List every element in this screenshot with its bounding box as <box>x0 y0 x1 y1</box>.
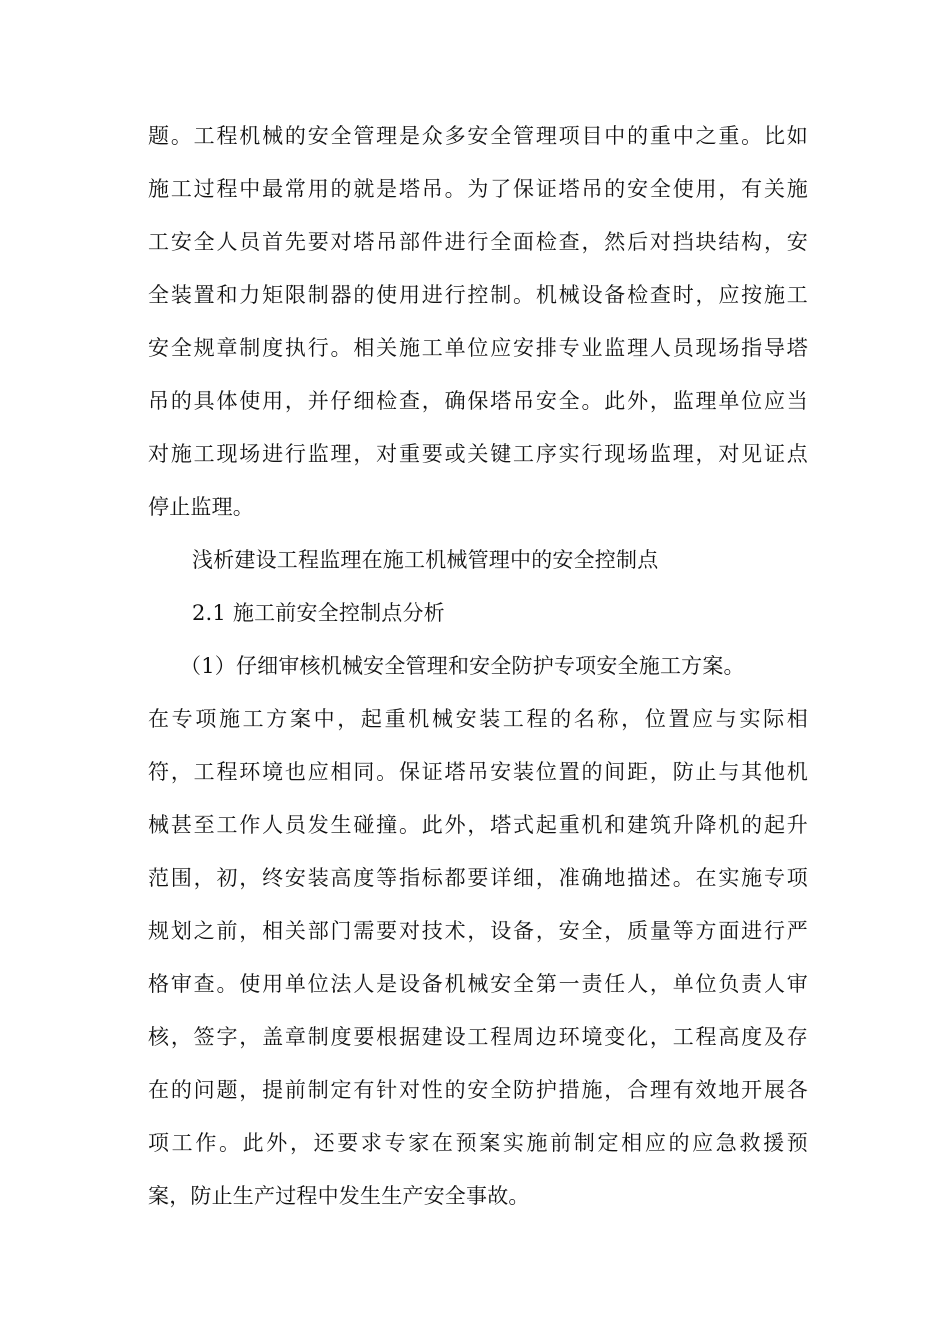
paragraph-line: 安全规章制度执行。相关施工单位应安排专业监理人员现场指导塔 <box>148 336 808 360</box>
paragraph-line: 规划之前，相关部门需要对技术，设备，安全，质量等方面进行严 <box>148 919 808 943</box>
paragraph-line: 题。工程机械的安全管理是众多安全管理项目中的重中之重。比如 <box>148 124 808 148</box>
paragraph-line: 核，签字，盖章制度要根据建设工程周边环境变化，工程高度及存 <box>148 1025 808 1049</box>
subsection-heading: 2.1 施工前安全控制点分析 <box>192 601 445 625</box>
section-heading: 浅析建设工程监理在施工机械管理中的安全控制点 <box>192 548 659 572</box>
paragraph-line: 案，防止生产过程中发生生产安全事故。 <box>148 1184 530 1208</box>
paragraph-line: 在的问题，提前制定有针对性的安全防护措施，合理有效地开展各 <box>148 1078 808 1102</box>
paragraph-line: 符，工程环境也应相同。保证塔吊安装位置的间距，防止与其他机 <box>148 760 808 784</box>
paragraph-line: 全装置和力矩限制器的使用进行控制。机械设备检查时，应按施工 <box>148 283 808 307</box>
paragraph-line: 施工过程中最常用的就是塔吊。为了保证塔吊的安全使用，有关施 <box>148 177 808 201</box>
paragraph-line: 项工作。此外，还要求专家在预案实施前制定相应的应急救援预 <box>148 1131 808 1155</box>
paragraph-line: 停止监理。 <box>148 495 254 519</box>
paragraph-line: 工安全人员首先要对塔吊部件进行全面检查，然后对挡块结构，安 <box>148 230 808 254</box>
paragraph-line: 对施工现场进行监理，对重要或关键工序实行现场监理，对见证点 <box>148 442 808 466</box>
paragraph-line: 范围，初，终安装高度等指标都要详细，准确地描述。在实施专项 <box>148 866 808 890</box>
paragraph-line: 在专项施工方案中，起重机械安装工程的名称，位置应与实际相 <box>148 707 808 731</box>
list-item-heading: （1）仔细审核机械安全管理和安全防护专项安全施工方案。 <box>180 654 745 678</box>
paragraph-line: 吊的具体使用，并仔细检查，确保塔吊安全。此外，监理单位应当 <box>148 389 808 413</box>
paragraph-line: 格审查。使用单位法人是设备机械安全第一责任人，单位负责人审 <box>148 972 808 996</box>
paragraph-line: 械甚至工作人员发生碰撞。此外，塔式起重机和建筑升降机的起升 <box>148 813 808 837</box>
